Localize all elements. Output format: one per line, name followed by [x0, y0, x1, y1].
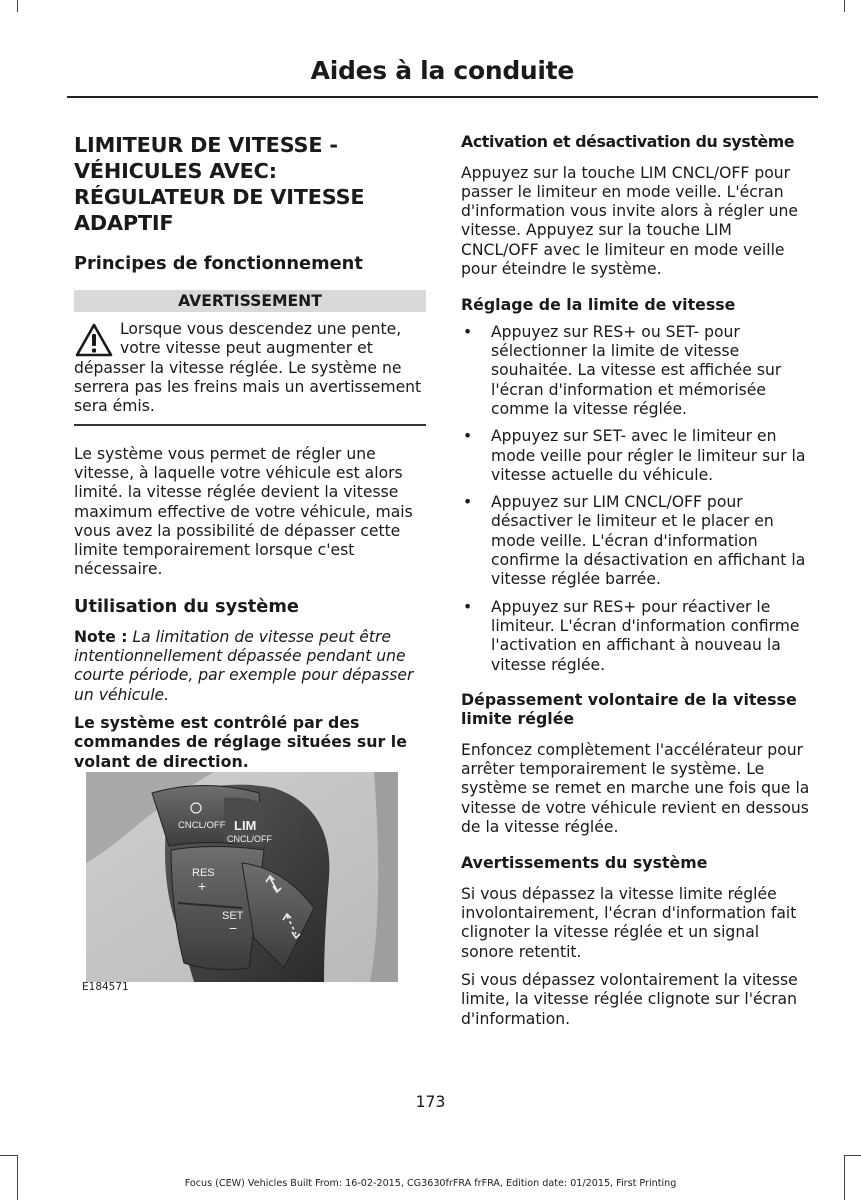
section-title-line: VÉHICULES AVEC:	[74, 159, 277, 183]
intro-paragraph: Le système vous permet de régler une vitesse, à laquelle votre véhicule est alors limité. la vitesse réglée devient la vitesse maximum effective de votre véhicule, mais vous avez la possibilité de dépasser cette limite temporairement lorsque c'est nécessaire.	[74, 444, 413, 579]
footer-edition-info: Focus (CEW) Vehicles Built From: 16-02-2015, CG3630frFRA frFRA, Edition date: 01/2015, First Printing	[184, 1178, 677, 1189]
bullet-icon: •	[463, 493, 473, 512]
crop-mark	[844, 1155, 845, 1200]
cncl-off-text: CNCL/OFF	[178, 820, 226, 831]
bullet-icon: •	[463, 322, 473, 341]
warning-triangle-icon	[74, 322, 114, 358]
list-item	[461, 323, 813, 419]
section-title-line: RÉGULATEUR DE VITESSE	[74, 185, 365, 209]
section-title	[74, 132, 426, 236]
warning-divider	[74, 424, 426, 425]
crop-mark	[17, 0, 18, 12]
usage-heading: Utilisation du système	[74, 595, 299, 617]
figure-code: E184571	[82, 981, 129, 993]
limit-bullet-list	[461, 323, 813, 675]
lim-cncl-text: CNCL/OFF	[227, 834, 272, 844]
left-column	[74, 132, 426, 771]
limit-heading: Réglage de la limite de vitesse	[461, 295, 736, 315]
list-item-text: Appuyez sur RES+ ou SET- pour sélectionner la limite de vitesse souhaitée. La vitesse est affichée sur l'écran d'information et mémorisée comme la vitesse réglée.	[491, 322, 782, 418]
bullet-icon: •	[463, 427, 473, 446]
crop-mark	[844, 1155, 861, 1156]
warning-banner: AVERTISSEMENT	[74, 290, 426, 312]
warning-text: Lorsque vous descendez une pente, votre vitesse peut augmenter et dépasser la vitesse réglée. Le système ne serrera pas les freins mais un avertissement sera émis.	[74, 320, 422, 416]
list-item-text: Appuyez sur LIM CNCL/OFF pour désactiver le limiteur et le placer en mode veille. L'écran d'information confirme la désactivation en affichant la vitesse réglée barrée.	[491, 493, 806, 589]
list-item	[461, 493, 813, 589]
warning-box	[74, 312, 426, 424]
controls-paragraph: Le système est contrôlé par des commandes de réglage situées sur le volant de direction.	[74, 712, 407, 771]
page-header-title: Aides à la conduite	[310, 56, 574, 85]
note-text: La limitation de vitesse peut être intentionnellement dépassée pendant une courte période, par exemple pour dépasser un véhicule.	[74, 627, 414, 704]
crop-mark	[0, 1155, 17, 1156]
bullet-icon: •	[463, 597, 473, 616]
res-text: RES	[192, 867, 215, 879]
system-warnings-heading: Avertissements du système	[461, 853, 708, 873]
activation-paragraph: Appuyez sur la touche LIM CNCL/OFF pour passer le limiteur en mode veille. L'écran d'information vous invite alors à régler une vitesse. Appuyez sur la touche LIM CNCL/OFF avec le limiteur en mode veille pour éteindre le système.	[461, 163, 798, 278]
set-minus-text: −	[229, 920, 238, 936]
list-item	[461, 427, 813, 485]
note-label: Note :	[74, 627, 128, 646]
list-item	[461, 598, 813, 675]
right-column	[461, 132, 813, 1029]
note-paragraph	[74, 628, 426, 705]
header-divider	[67, 96, 818, 98]
section-title-line: LIMITEUR DE VITESSE -	[74, 133, 338, 157]
lim-text: LIM	[234, 818, 257, 833]
page-number: 173	[415, 1093, 446, 1111]
principles-heading: Principes de fonctionnement	[74, 253, 363, 274]
steering-wheel-illustration	[74, 768, 426, 998]
section-title-line: ADAPTIF	[74, 211, 174, 235]
overtake-paragraph: Enfoncez complètement l'accélérateur pour arrêter temporairement le système. Le système se remet en marche une fois que la vitesse de votre véhicule revient en dessous de la vitesse réglée.	[461, 740, 810, 837]
warnings-paragraph-1: Si vous dépassez la vitesse limite réglée involontairement, l'écran d'information fait clignoter la vitesse réglée et un signal sonore retentit.	[461, 884, 797, 961]
activation-heading: Activation et désactivation du système	[461, 132, 795, 151]
overtake-heading: Dépassement volontaire de la vitesse limite réglée	[461, 689, 797, 729]
warnings-paragraph-2: Si vous dépassez volontairement la vitesse limite, la vitesse réglée clignote sur l'écran d'information.	[461, 971, 798, 1028]
steering-wheel-controls-figure	[74, 768, 426, 998]
res-plus-text: +	[198, 878, 207, 894]
set-text: SET	[222, 910, 244, 922]
list-item-text: Appuyez sur RES+ pour réactiver le limiteur. L'écran d'information confirme l'activation en affichant à nouveau la vitesse réglée.	[491, 597, 800, 674]
list-item-text: Appuyez sur SET- avec le limiteur en mode veille pour régler le limiteur sur la vitesse actuelle du véhicule.	[491, 427, 806, 484]
crop-mark	[844, 0, 845, 12]
crop-mark	[17, 1155, 18, 1200]
